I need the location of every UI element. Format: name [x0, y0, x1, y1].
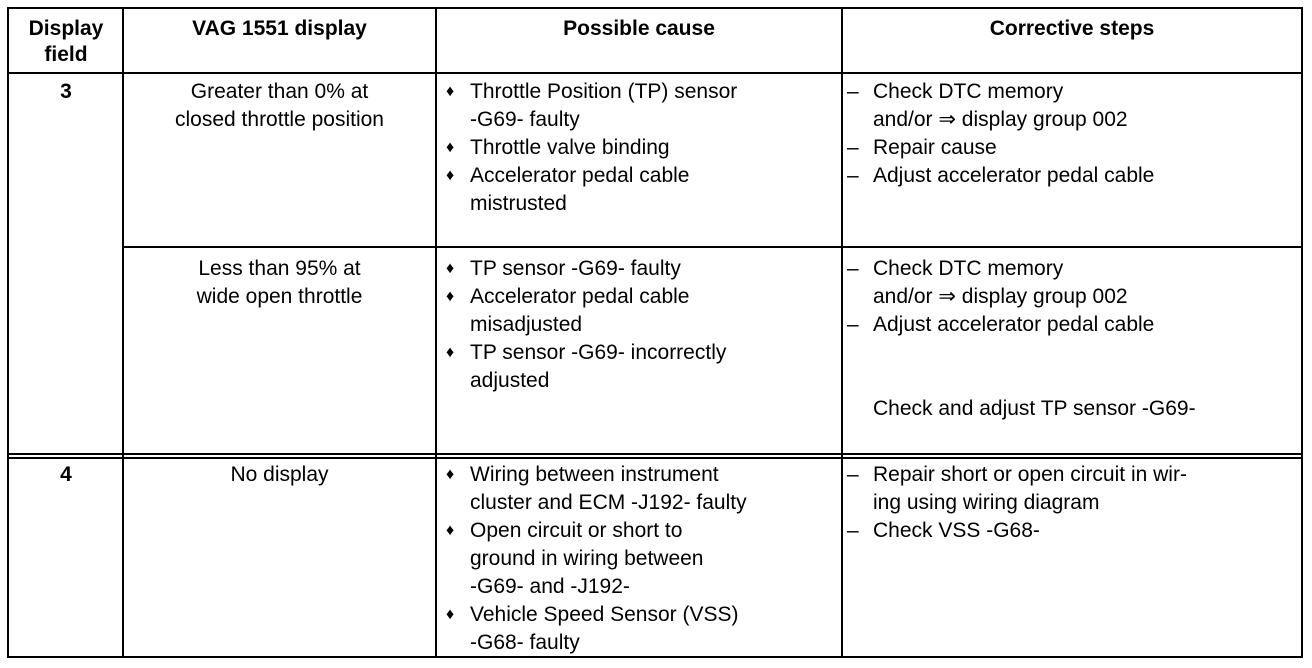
cause-item: ♦ TP sensor -G69- faulty: [444, 255, 840, 283]
row1-display: Greater than 0% at closed throttle position: [175, 80, 384, 131]
cause-item: ♦ Vehicle Speed Sensor (VSS) -G68- faulty: [444, 601, 840, 657]
step-item: – Check VSS -G68-: [843, 517, 1301, 545]
header-display-field: Display field: [28, 17, 104, 66]
step-item: – Repair cause: [843, 134, 1301, 162]
step-item: – Check DTC memory and/or ⇒ display group 002: [843, 255, 1301, 311]
row1-causes: [444, 78, 840, 218]
row3-causes: [444, 461, 840, 657]
header-vag-display: VAG 1551 display: [192, 17, 367, 40]
step-item: – Check DTC memory and/or ⇒ display group 002: [843, 78, 1301, 134]
row3-display: No display: [230, 463, 329, 486]
row2-causes: [444, 255, 840, 395]
cause-item: ♦ Open circuit or short to ground in wiring between -G69- and -J192-: [444, 517, 840, 601]
cause-item: ♦ Throttle valve binding: [444, 134, 840, 162]
row2-extra-step: Check and adjust TP sensor -G69-: [873, 397, 1196, 420]
step-item: – Repair short or open circuit in wir- ing using wiring diagram: [843, 461, 1301, 517]
row1-steps: [843, 78, 1301, 190]
row2-display: Less than 95% at wide open throttle: [196, 257, 363, 308]
cause-item: ♦ Throttle Position (TP) sensor -G69- faulty: [444, 78, 840, 134]
row3-steps: [843, 461, 1301, 545]
row-field-4: 4: [60, 463, 72, 486]
cause-item: ♦ TP sensor -G69- incorrectly adjusted: [444, 339, 840, 395]
row-field-3: 3: [60, 80, 72, 103]
step-item: – Adjust accelerator pedal cable: [843, 162, 1301, 190]
cause-item: ♦ Wiring between instrument cluster and ECM -J192- faulty: [444, 461, 840, 517]
row2-steps: [843, 255, 1301, 339]
header-possible-cause: Possible cause: [563, 17, 715, 40]
step-item: – Adjust accelerator pedal cable: [843, 311, 1301, 339]
cause-item: ♦ Accelerator pedal cable mistrusted: [444, 162, 840, 218]
header-corrective-steps: Corrective steps: [989, 17, 1155, 40]
cause-item: ♦ Accelerator pedal cable misadjusted: [444, 283, 840, 339]
